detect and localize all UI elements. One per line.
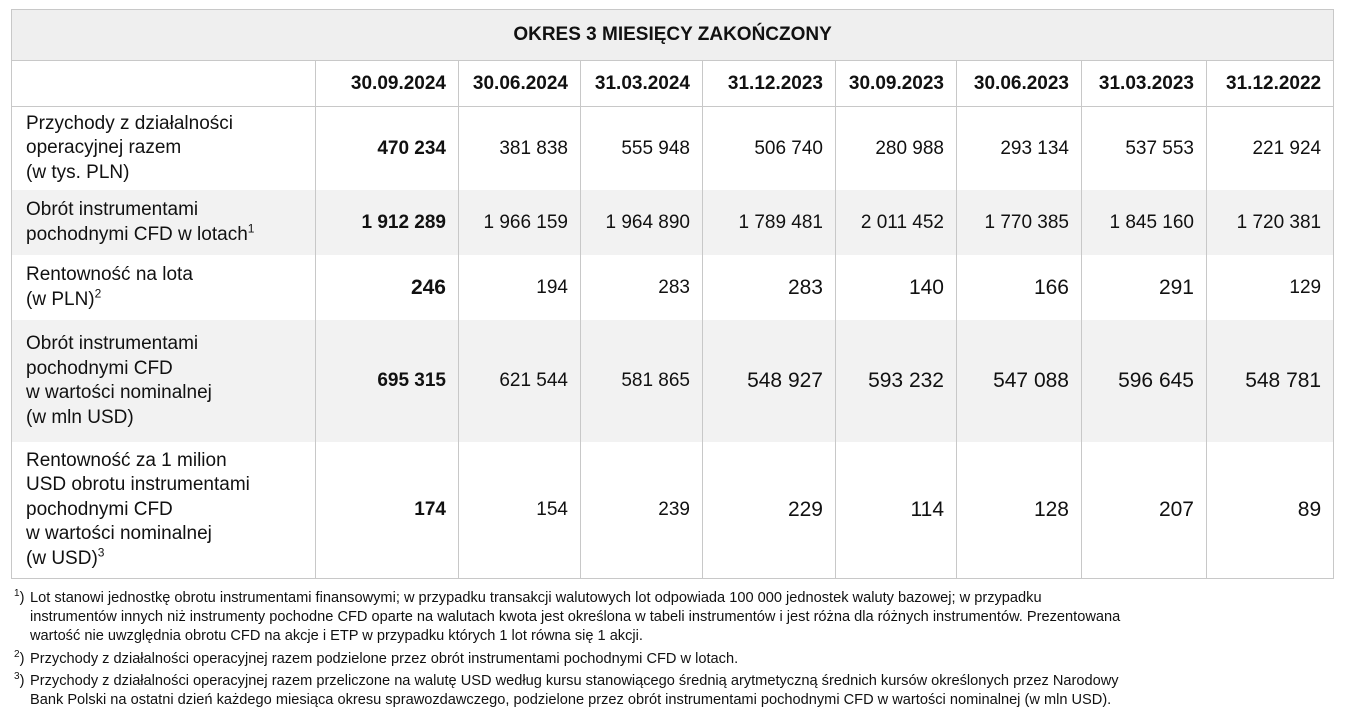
table-cell: 246 [316, 255, 459, 320]
row-label-text: (w USD) [26, 547, 98, 569]
row-label-line: operacyjnej razem [26, 137, 182, 159]
table-cell: 537 553 [1082, 107, 1207, 191]
column-header: 31.03.2023 [1082, 61, 1207, 107]
table-cell: 1 912 289 [316, 190, 459, 255]
table-cell: 239 [581, 442, 703, 579]
footnote-marker: $^1$) [14, 588, 25, 606]
table-title: OKRES 3 MIESIĘCY ZAKOŃCZONY [12, 10, 1334, 61]
table-cell: 593 232 [836, 320, 957, 442]
row-label-line [26, 223, 311, 248]
footnote-ref: 1 [247, 221, 255, 236]
table-cell: 194 [459, 255, 581, 320]
row-label-line: Rentowność za 1 milion [26, 449, 227, 471]
quarterly-metrics-table [11, 9, 1334, 579]
table-cell: 1 966 159 [459, 190, 581, 255]
row-label-line: Przychody z działalności [26, 112, 233, 134]
row-label-line [26, 288, 311, 313]
row-label-line: w wartości nominalnej [26, 523, 212, 545]
table-cell: 207 [1082, 442, 1207, 579]
table-cell: 166 [957, 255, 1082, 320]
table-cell: 381 838 [459, 107, 581, 191]
header-blank-cell [12, 61, 316, 107]
column-header: 30.09.2024 [316, 61, 459, 107]
footnote-line: Przychody z działalności operacyjnej razem podzielone przez obrót instrumentami pochodnymi CFD w lotach. [30, 650, 739, 667]
table-cell: 291 [1082, 255, 1207, 320]
column-header: 30.06.2023 [957, 61, 1082, 107]
row-label-line: (w mln USD) [26, 406, 134, 428]
footnote-line: instrumentów innych niż instrumenty pochodne CFD oparte na walutach kwota jest określona w tabeli instrumentów i jest różna dla różnych instrumentów. Prezentowana [30, 609, 1121, 626]
row-label-line: Obrót instrumentami [26, 199, 199, 220]
row-label-line: w wartości nominalnej [26, 382, 212, 403]
table-cell: 114 [836, 442, 957, 579]
table-cell: 581 865 [581, 320, 703, 442]
table-cell: 229 [703, 442, 836, 579]
footnote-line: Bank Polski na ostatni dzień każdego miesiąca okresu sprawozdawczego, podzielone przez obrót instrumentami pochodnymi CFD w wartości nominalnej (w mln USD). [30, 692, 1112, 709]
row-label [12, 190, 316, 255]
footnote-number: 3 [14, 670, 20, 682]
table-cell: 2 011 452 [836, 190, 957, 255]
table-cell: 293 134 [957, 107, 1082, 191]
footnote [14, 589, 1314, 647]
footnotes [14, 589, 1314, 713]
row-label-line: USD obrotu instrumentami [26, 474, 250, 496]
footnote-ref: 2 [94, 286, 102, 301]
table-cell: 695 315 [316, 320, 459, 442]
footnote [14, 650, 1314, 669]
table-cell: 221 924 [1207, 107, 1334, 191]
row-label-line: (w tys. PLN) [26, 161, 130, 183]
table-cell: 470 234 [316, 107, 459, 191]
table-row [12, 442, 1334, 579]
table-cell: 154 [459, 442, 581, 579]
table-cell: 283 [581, 255, 703, 320]
table-cell: 596 645 [1082, 320, 1207, 442]
row-label [12, 107, 316, 191]
row-label-text: (w PLN) [26, 288, 95, 310]
table-cell: 129 [1207, 255, 1334, 320]
table-cell: 280 988 [836, 107, 957, 191]
table-title-row [12, 10, 1334, 61]
table-row [12, 320, 1334, 442]
table-cell: 1 770 385 [957, 190, 1082, 255]
row-label [12, 255, 316, 320]
table-cell: 140 [836, 255, 957, 320]
footnote-ref: 3 [97, 545, 105, 560]
table-cell: 547 088 [957, 320, 1082, 442]
financial-table-container [11, 9, 1333, 579]
footnote [14, 672, 1314, 710]
row-label-line [26, 547, 311, 572]
footnote-number: 1 [14, 588, 20, 600]
table-cell: 555 948 [581, 107, 703, 191]
table-cell: 548 781 [1207, 320, 1334, 442]
row-label-line: pochodnymi CFD [26, 498, 173, 520]
column-header: 31.12.2023 [703, 61, 836, 107]
table-cell: 548 927 [703, 320, 836, 442]
table-cell: 283 [703, 255, 836, 320]
column-header: 31.12.2022 [1207, 61, 1334, 107]
table-row [12, 255, 1334, 320]
row-label-line: pochodnymi CFD [26, 357, 173, 379]
table-cell: 1 964 890 [581, 190, 703, 255]
row-label [12, 320, 316, 442]
footnote-marker: $^3$) [14, 670, 25, 689]
footnote-line: wartość nie uwzględnia obrotu CFD na akcje i ETP w przypadku których 1 lot równa się 1 akcji. [30, 628, 643, 645]
row-label-text: pochodnymi CFD w lotach [26, 223, 248, 245]
table-cell: 1 789 481 [703, 190, 836, 255]
table-cell: 1 845 160 [1082, 190, 1207, 255]
table-row [12, 190, 1334, 255]
table-cell: 506 740 [703, 107, 836, 191]
table-cell: 128 [957, 442, 1082, 579]
table-cell: 1 720 381 [1207, 190, 1334, 255]
table-row [12, 107, 1334, 191]
footnote-line: Lot stanowi jednostkę obrotu instrumentami finansowymi; w przypadku transakcji walutowych lot odpowiada 100 000 jednostek waluty bazowej; w przypadku [30, 590, 1042, 606]
table-cell: 621 544 [459, 320, 581, 442]
column-header: 31.03.2024 [581, 61, 703, 107]
table-cell: 174 [316, 442, 459, 579]
row-label-line: Obrót instrumentami [26, 333, 199, 354]
column-header: 30.06.2024 [459, 61, 581, 107]
row-label-line: Rentowność na lota [26, 264, 193, 285]
column-header-row [12, 61, 1334, 107]
column-header: 30.09.2023 [836, 61, 957, 107]
table-cell: 89 [1207, 442, 1334, 579]
footnote-marker: $^2$) [14, 648, 25, 667]
footnote-line: Przychody z działalności operacyjnej razem przeliczone na walutę USD według kursu stanowiącego średnią arytmetyczną średnich kursów określonych przez Narodowy [30, 672, 1119, 689]
row-label [12, 442, 316, 579]
footnote-number: 2 [14, 648, 20, 660]
